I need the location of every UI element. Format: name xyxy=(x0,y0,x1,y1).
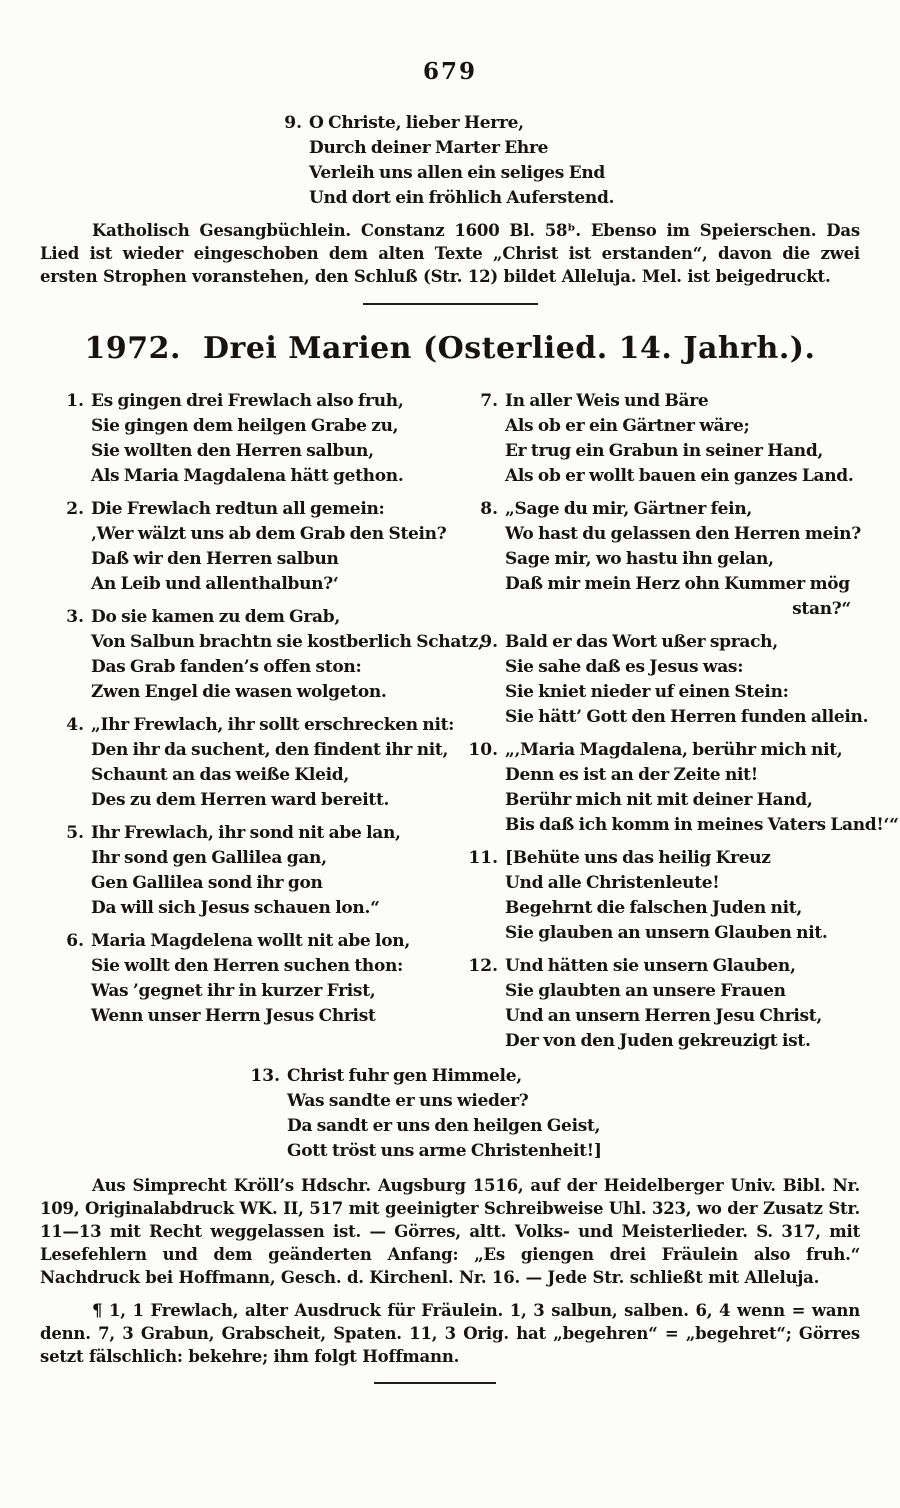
book-page xyxy=(0,58,900,1508)
glossary-note: ¶ 1, 1 Frewlach, alter Ausdruck für Fräulein. 1, 3 salbun, salben. 6, 4 wenn = wann denn. 7, 3 Grabun, Grabscheit, Spaten. 11, 3 Orig. hat „begehren“ = „begehret“; Görres setzt fälschlich: bekehre; ihm folgt Hoffmann. xyxy=(40,1301,860,1366)
stanza-number: 8. xyxy=(480,499,498,519)
verse-line: Das Grab fanden’s offen ston: xyxy=(91,657,362,677)
stanza-number: 1. xyxy=(66,391,84,411)
verse-line: Als Maria Magdalena hätt gethon. xyxy=(91,466,404,486)
stanza-3 xyxy=(50,605,484,705)
stanza-10 xyxy=(464,738,899,838)
verse-line: „‚Maria Magdalena, berühr mich nit, xyxy=(505,740,843,760)
stanza-lines xyxy=(309,111,900,211)
verse-line: Sage mir, wo hastu ihn gelan, xyxy=(505,549,774,569)
end-divider-rule xyxy=(374,1382,496,1384)
verse-line: Was ’gegnet ihr in kurzer Frist, xyxy=(91,981,376,1001)
stanza-lines xyxy=(505,738,899,838)
stanza-lines xyxy=(91,713,454,813)
stanza-11 xyxy=(464,846,858,946)
verse-line: Sie wollt den Herren suchen thon: xyxy=(91,956,404,976)
verse-line: Sie glaubten an unsere Frauen xyxy=(505,981,786,1001)
verse-line: Ihr sond gen Gallilea gan, xyxy=(91,848,327,868)
stanza-lines xyxy=(505,954,858,1054)
verse-line: Und alle Christenleute! xyxy=(505,873,720,893)
verse-line: Er trug ein Grabun in seiner Hand, xyxy=(505,441,824,461)
stanza-number: 2. xyxy=(66,499,84,519)
verse-line: Und dort ein fröhlich Auferstend. xyxy=(309,188,615,208)
stanza-number: 13. xyxy=(250,1066,280,1086)
verse-line: Ihr Frewlach, ihr sond nit abe lan, xyxy=(91,823,401,843)
stanza-columns xyxy=(50,389,899,1062)
stanza-number: 7. xyxy=(480,391,498,411)
previous-song-source-note: Katholisch Gesangbüchlein. Constanz 1600 Bl. 58ᵇ. Ebenso im Speierschen. Das Lied ist wieder eingeschoben dem alten Texte „Christ ist erstanden“, davon die zwei ersten Strophen voranstehen, den Schluß (Str. 12) bildet Alleluja. Mel. ist beigedruckt. xyxy=(40,221,860,286)
verse-line: Bis daß ich komm in meines Vaters Land!‘“ xyxy=(505,815,899,835)
verse-line: Zwen Engel die wasen wolgeton. xyxy=(91,682,387,702)
stanza-number: 6. xyxy=(66,931,84,951)
stanza-lines xyxy=(91,605,484,705)
stanza-number: 12. xyxy=(468,956,498,976)
verse-line: An Leib und allenthalbun?‘ xyxy=(91,574,339,594)
verse-line-turnover: stan?“ xyxy=(792,599,851,619)
verse-line: Des zu dem Herren ward bereitt. xyxy=(91,790,390,810)
verse-line: Durch deiner Marter Ehre xyxy=(309,138,549,158)
stanza-12 xyxy=(464,954,858,1054)
verse-line: Bald er das Wort ußer sprach, xyxy=(505,632,778,652)
verse-line: Der von den Juden gekreuzigt ist. xyxy=(505,1031,811,1051)
verse-line: Denn es ist an der Zeite nit! xyxy=(505,765,758,785)
verse-line: Schaunt an das weiße Kleid, xyxy=(91,765,349,785)
stanza-13 xyxy=(246,1064,900,1164)
verse-line: Den ihr da suchent, den findent ihr nit, xyxy=(91,740,449,760)
verse-line: Sie kniet nieder uf einen Stein: xyxy=(505,682,789,702)
verse-line: [Behüte uns das heilig Kreuz xyxy=(505,848,771,868)
stanza-number: 4. xyxy=(66,715,84,735)
verse-line: Und an unsern Herren Jesu Christ, xyxy=(505,1006,822,1026)
stanza-lines xyxy=(91,821,444,921)
verse-line: „Sage du mir, Gärtner fein, xyxy=(505,499,753,519)
stanza-1 xyxy=(50,389,444,489)
stanza-lines xyxy=(505,389,858,489)
song-title-text: Drei Marien (Osterlied. 14. Jahrh.). xyxy=(203,331,816,366)
verse-line: ‚Wer wälzt uns ab dem Grab den Stein? xyxy=(91,524,447,544)
verse-line: Do sie kamen zu dem Grab, xyxy=(91,607,340,627)
verse-line: Von Salbun brachtn sie kostberlich Schatz, xyxy=(91,632,484,652)
verse-line: Als ob er ein Gärtner wäre; xyxy=(505,416,750,436)
stanza-number: 11. xyxy=(468,848,498,868)
stanza-9 xyxy=(464,630,869,730)
stanza-7 xyxy=(464,389,858,489)
verse-line: Als ob er wollt bauen ein ganzes Land. xyxy=(505,466,854,486)
song-number: 1972. xyxy=(84,331,181,366)
stanza-lines xyxy=(91,929,444,1029)
song-heading xyxy=(0,329,900,369)
stanza-lines xyxy=(505,630,868,730)
stanza-number: 9. xyxy=(480,632,498,652)
stanza-number: 9. xyxy=(284,113,302,133)
verse-line: In aller Weis und Bäre xyxy=(505,391,709,411)
stanza-lines xyxy=(91,389,444,489)
verse-line: Berühr mich nit mit deiner Hand, xyxy=(505,790,813,810)
verse-line: Begehrnt die falschen Juden nit, xyxy=(505,898,802,918)
verse-line: Die Frewlach redtun all gemein: xyxy=(91,499,385,519)
stanza-5 xyxy=(50,821,444,921)
verse-line: Sie hätt’ Gott den Herren funden allein. xyxy=(505,707,869,727)
stanza-4 xyxy=(50,713,455,813)
stanza-lines xyxy=(91,497,446,597)
verse-line: Da will sich Jesus schauen lon.“ xyxy=(91,898,380,918)
right-column xyxy=(464,389,899,1062)
verse-line: Gott tröst uns arme Christenheit!] xyxy=(287,1141,602,1161)
verse-line: Und hätten sie unsern Glauben, xyxy=(505,956,796,976)
verse-line: Sie wollten den Herren salbun, xyxy=(91,441,374,461)
verse-line: O Christe, lieber Herre, xyxy=(309,113,524,133)
verse-line: Es gingen drei Frewlach also fruh, xyxy=(91,391,404,411)
source-note: Aus Simprecht Kröll’s Hdschr. Augsburg 1516, auf der Heidelberger Univ. Bibl. Nr. 109, Originalabdruck WK. II, 517 mit geeinigter Schreibweise Uhl. 323, wo der Zusatz Str. 11—13 mit Recht weggelassen ist. — Görres, altt. Volks- und Meisterlieder. S. 317, mit Lesefehlern und dem geänderten Anfang: „Es giengen drei Fräulein also fruh.“ Nachdruck bei Hoffmann, Gesch. d. Kirchenl. Nr. 16. — Jede Str. schließt mit Alleluja. xyxy=(40,1176,860,1287)
stanza-lines xyxy=(505,846,858,946)
section-divider-rule xyxy=(363,303,538,305)
verse-line: Sie sahe daß es Jesus was: xyxy=(505,657,744,677)
stanza-6 xyxy=(50,929,444,1029)
stanza-lines xyxy=(287,1064,900,1164)
verse-line: Maria Magdelena wollt nit abe lon, xyxy=(91,931,410,951)
page-number: 679 xyxy=(422,58,477,85)
verse-line: Wo hast du gelassen den Herren mein? xyxy=(505,524,861,544)
verse-line: Was sandte er uns wieder? xyxy=(287,1091,529,1111)
stanza-number: 10. xyxy=(468,740,498,760)
verse-line: Da sandt er uns den heilgen Geist, xyxy=(287,1116,601,1136)
verse-line: Christ fuhr gen Himmele, xyxy=(287,1066,522,1086)
verse-line: Wenn unser Herrn Jesus Christ xyxy=(91,1006,376,1026)
previous-song-stanza-9 xyxy=(268,111,900,211)
verse-line: Sie gingen dem heilgen Grabe zu, xyxy=(91,416,399,436)
stanza-number: 5. xyxy=(66,823,84,843)
verse-line: Sie glauben an unsern Glauben nit. xyxy=(505,923,828,943)
verse-line: Gen Gallilea sond ihr gon xyxy=(91,873,323,893)
verse-line: Daß mir mein Herz ohn Kummer mög xyxy=(505,574,850,594)
verse-line: Verleih uns allen ein seliges End xyxy=(309,163,605,183)
stanza-2 xyxy=(50,497,447,597)
stanza-number: 3. xyxy=(66,607,84,627)
verse-line: Daß wir den Herren salbun xyxy=(91,549,339,569)
stanza-lines xyxy=(505,497,861,622)
stanza-8 xyxy=(464,497,861,622)
verse-line: „Ihr Frewlach, ihr sollt erschrecken nit: xyxy=(91,715,455,735)
